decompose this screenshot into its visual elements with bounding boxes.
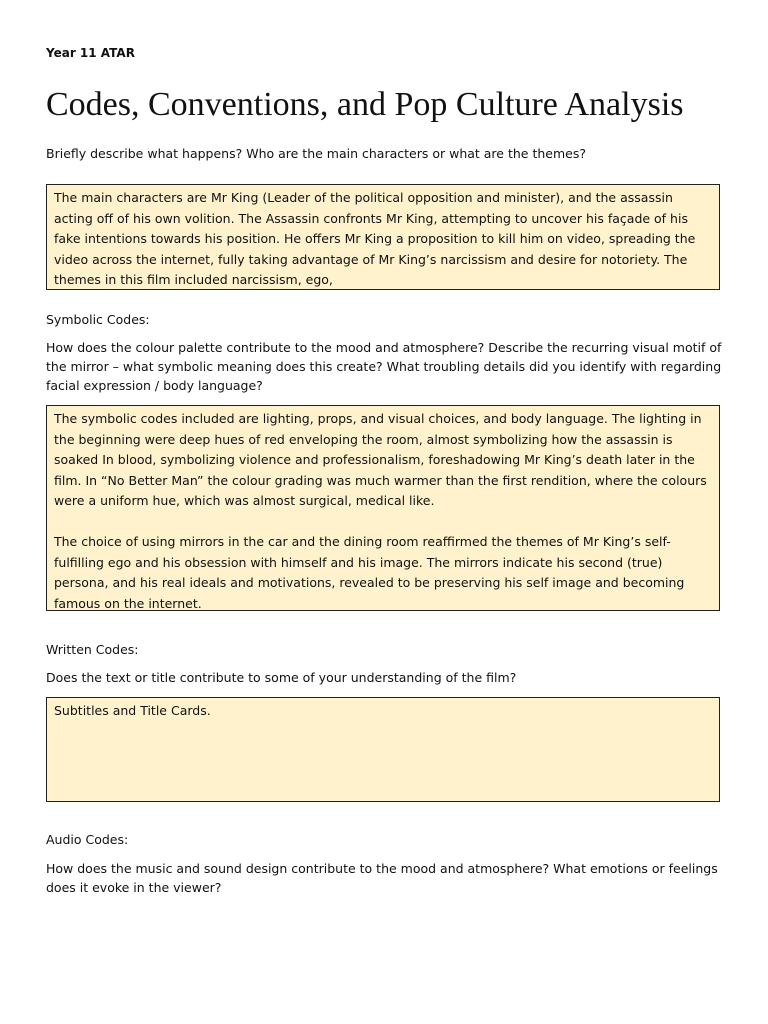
summary-answer-box[interactable] <box>46 184 720 290</box>
written-codes-heading: Written Codes: <box>46 642 139 657</box>
symbolic-answer-paragraph: The choice of using mirrors in the car and the dining room reaffirmed the themes of Mr King’s self-fulfilling ego and his obsession with himself and his image. The mirrors indicate his second (true) persona, and his real ideals and motivations, revealed to be preserving his self image and becoming famous on the internet. <box>54 534 685 611</box>
written-codes-answer-box[interactable] <box>46 697 720 802</box>
symbolic-answer-paragraph: The symbolic codes included are lighting, props, and visual choices, and body language. The lighting in the beginning were deep hues of red enveloping the room, almost symbolizing how the assassin is soaked In blood, symbolizing violence and professionalism, foreshadowing Mr King’s death later in the film. In “No Better Man” the colour grading was much warmer than the first rendition, where the colours were a uniform hue, which was almost surgical, medical like. <box>54 411 707 508</box>
symbolic-codes-heading: Symbolic Codes: <box>46 312 150 327</box>
page-title: Codes, Conventions, and Pop Culture Analysis <box>46 86 684 123</box>
audio-codes-question: How does the music and sound design contribute to the mood and atmosphere? What emotions or feelings does it evoke in the viewer? <box>46 861 718 895</box>
summary-question: Briefly describe what happens? Who are the main characters or what are the themes? <box>46 146 586 161</box>
symbolic-codes-question: How does the colour palette contribute to the mood and atmosphere? Describe the recurring visual motif of the mirror – what symbolic meaning does this create? What troubling details did you identify with regarding facial expression / body language? <box>46 340 722 393</box>
audio-codes-heading: Audio Codes: <box>46 832 129 847</box>
symbolic-codes-answer-box[interactable] <box>46 405 720 611</box>
written-codes-question: Does the text or title contribute to some of your understanding of the film? <box>46 670 517 685</box>
summary-answer-text: The main characters are Mr King (Leader of the political opposition and minister), and the assassin acting off of his own volition. The Assassin confronts Mr King, attempting to uncover his façade of his fake intentions towards his position. He offers Mr King a proposition to kill him on video, spreading the video across the internet, fully taking advantage of Mr King’s narcissism and desire for notoriety. The themes in this film included narcissism, ego, <box>54 190 696 287</box>
year-label: Year 11 ATAR <box>46 46 135 60</box>
written-codes-answer-text: Subtitles and Title Cards. <box>54 703 211 718</box>
